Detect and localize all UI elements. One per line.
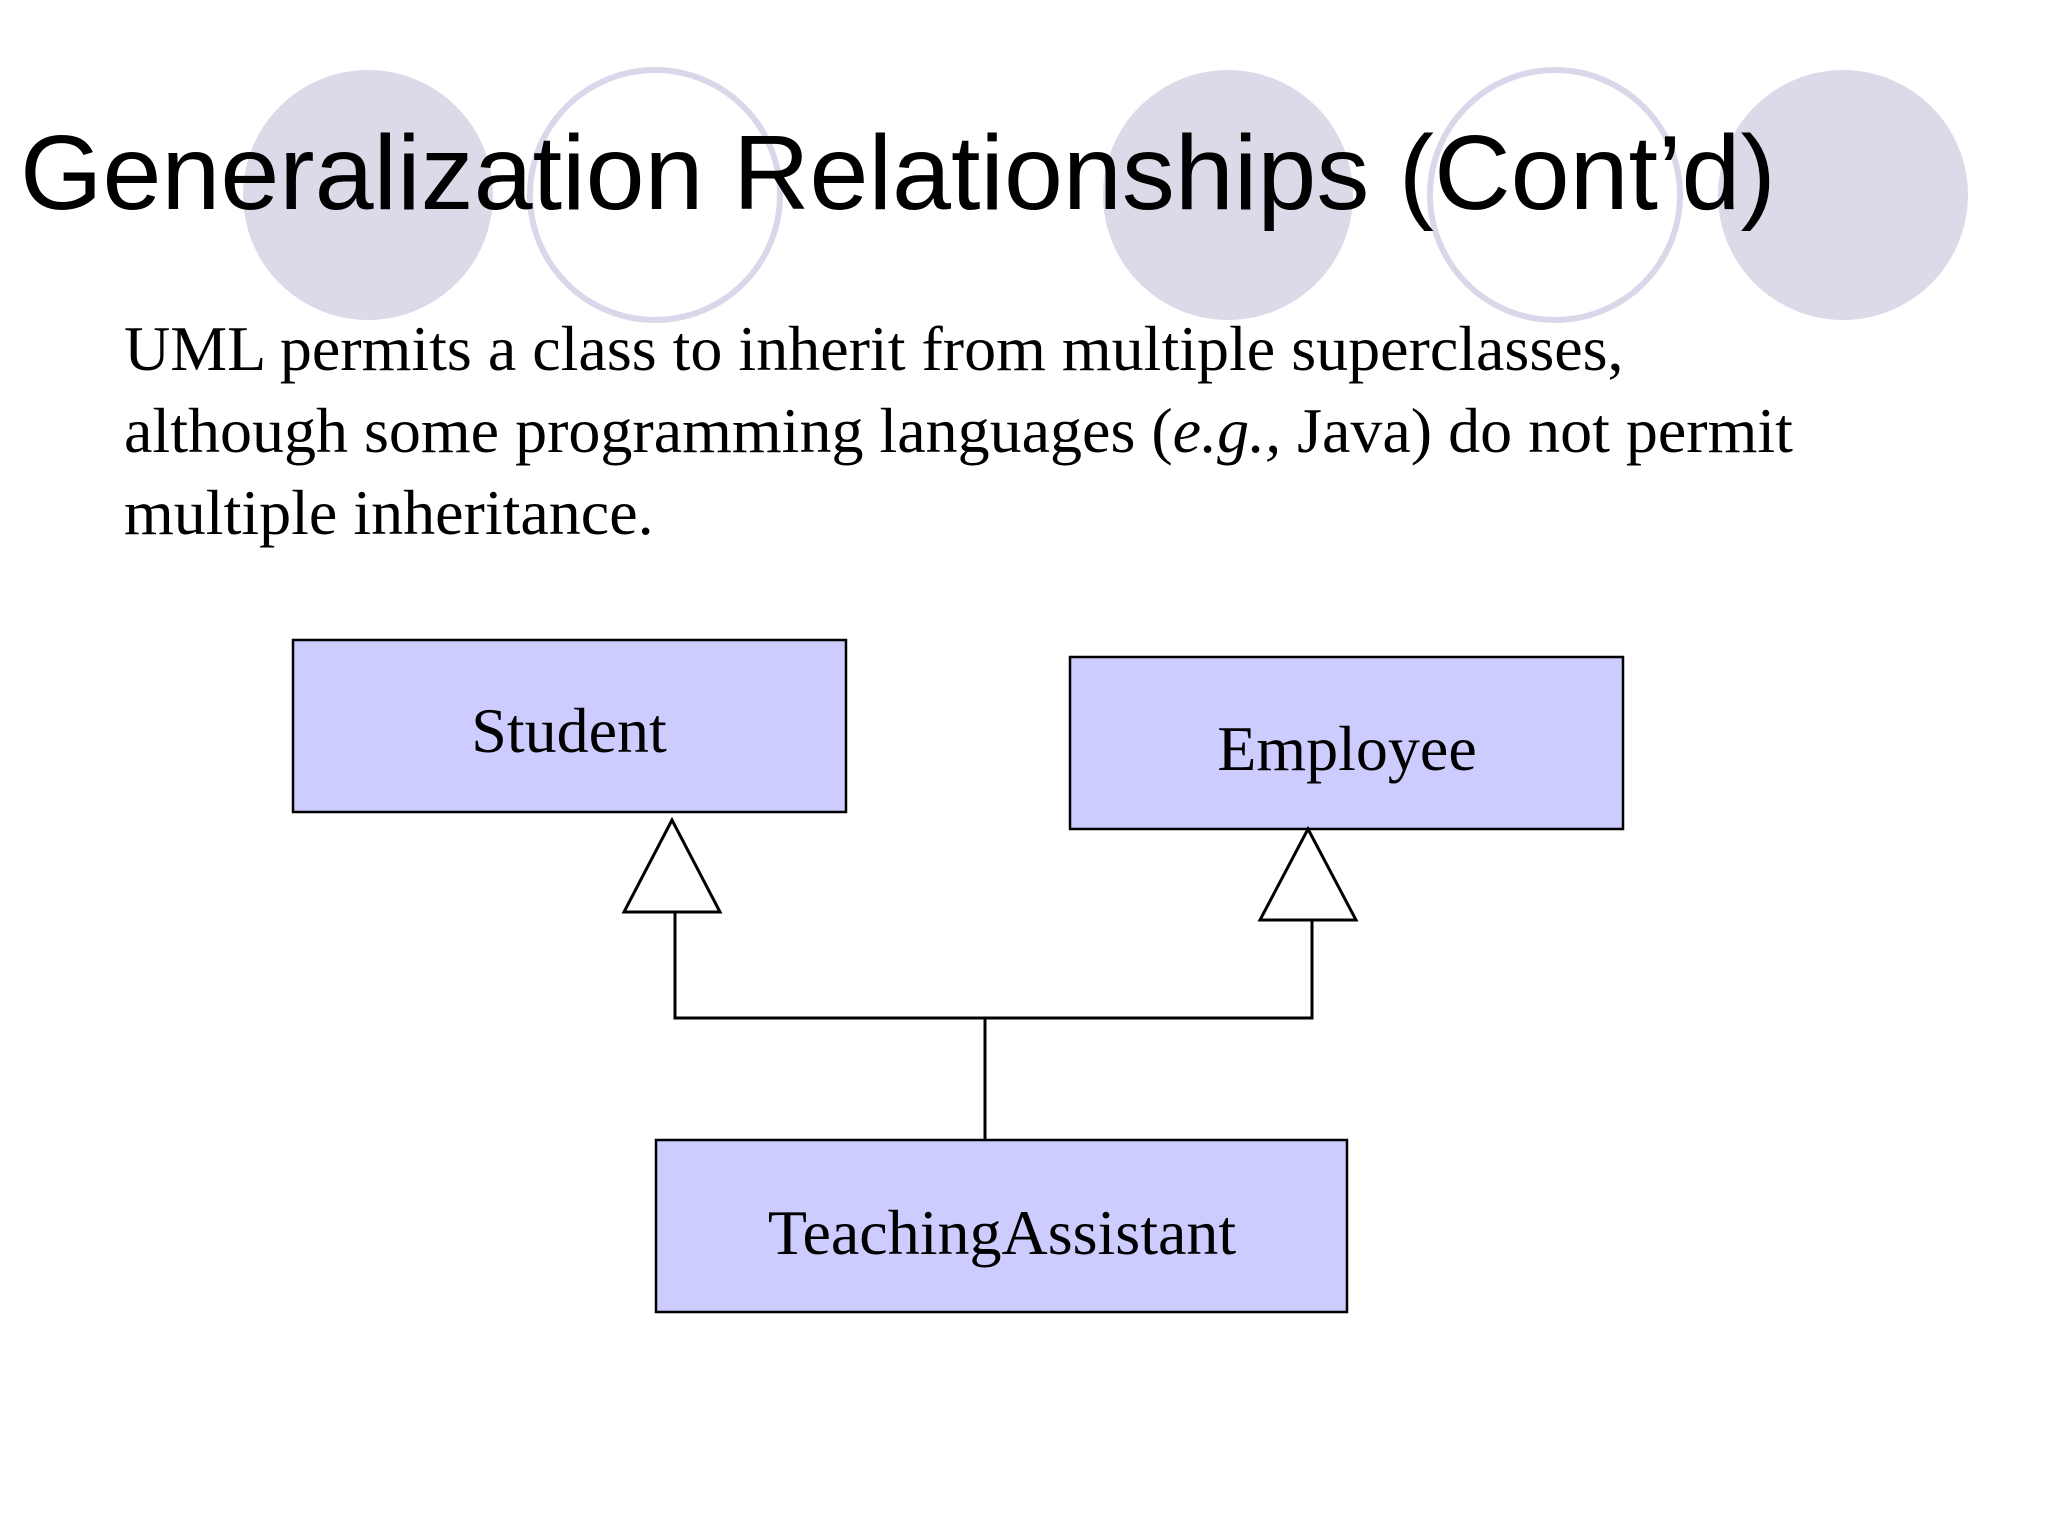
- slide-title: Generalization Relationships (Cont’d): [20, 114, 1776, 232]
- class-teaching-assistant[interactable]: [656, 1140, 1347, 1312]
- body-line-3: multiple inheritance.: [124, 477, 654, 548]
- generalization-arrow-student: [624, 820, 720, 912]
- class-employee-label: Employee: [1217, 713, 1477, 784]
- class-student[interactable]: [293, 640, 846, 812]
- generalization-arrow-employee: [1260, 829, 1356, 920]
- body-line-2-italic: e.g.,: [1172, 395, 1282, 466]
- class-teaching-assistant-label: TeachingAssistant: [767, 1197, 1237, 1268]
- body-line-1: UML permits a class to inherit from multiple superclasses,: [124, 313, 1624, 384]
- body-line-2-start: although some programming languages (: [124, 395, 1173, 466]
- class-student-label: Student: [471, 695, 667, 766]
- class-employee[interactable]: [1070, 657, 1623, 829]
- generalization-line-employee: [985, 920, 1312, 1018]
- generalization-line-student: [675, 912, 985, 1140]
- body-line-2-end: Java) do not permit: [1281, 395, 1793, 466]
